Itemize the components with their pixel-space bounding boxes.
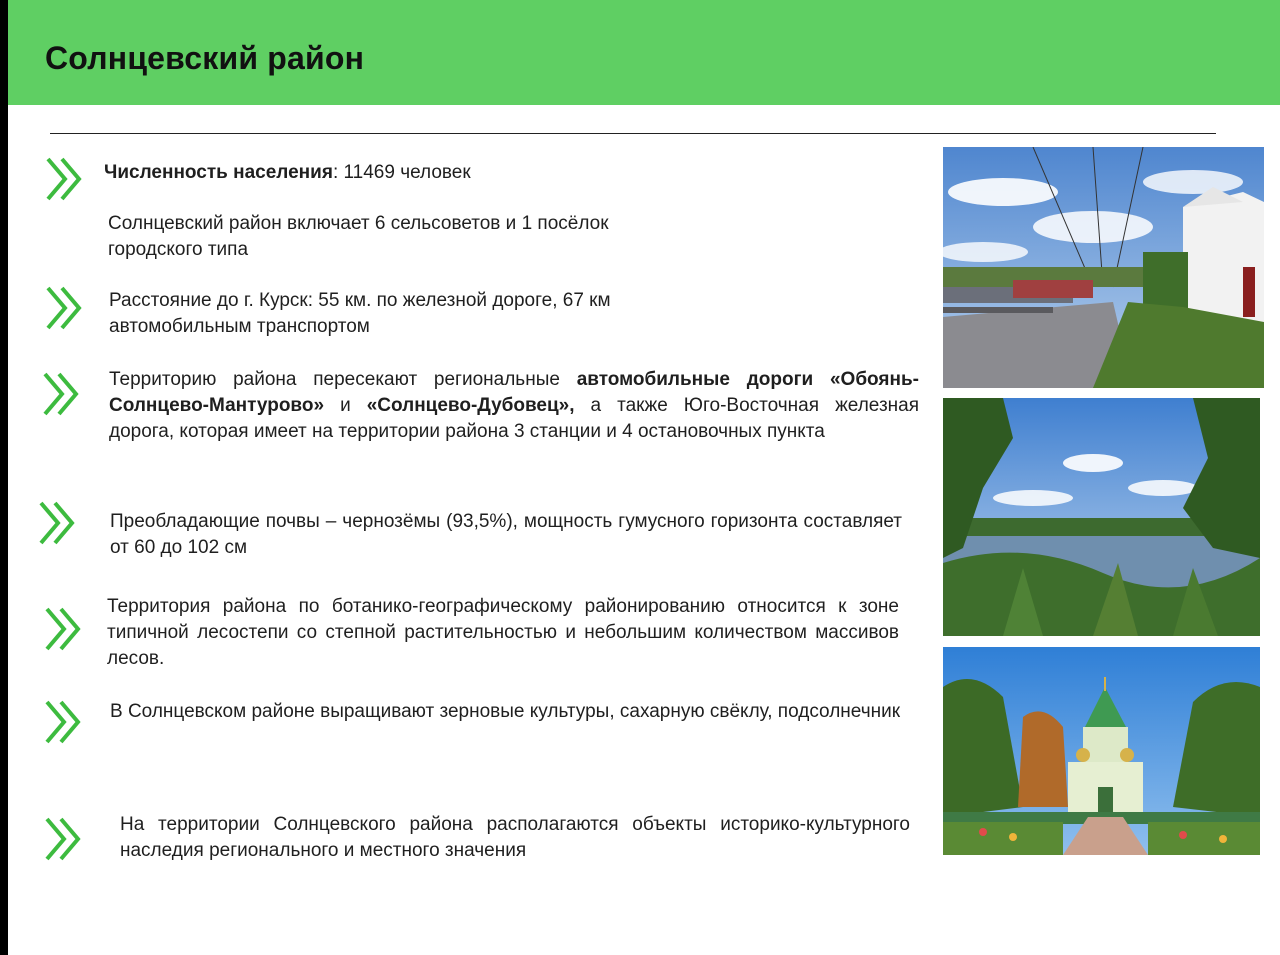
agriculture-text: В Солнцевском районе выращивают зерновые культуры, сахарную свёклу, подсолнечник — [110, 701, 901, 722]
population-text: Численность населения: 11469 человек — [104, 162, 471, 183]
heritage-text: На территории Солнцевского района располагаются объекты историко-культурного наследия регионального и местного значения — [120, 814, 910, 861]
railway-station-photo — [943, 147, 1264, 388]
header-banner — [8, 0, 1280, 105]
page-title: Солнцевский район — [45, 40, 365, 76]
chevron-double-right-icon — [42, 371, 82, 417]
chevron-double-right-icon — [45, 156, 85, 202]
left-edge-bar — [0, 0, 8, 955]
roads-text: Территорию района пересекают региональные автомобильные дороги «Обоянь-Солнцево-Мантурово» и «Солнцево-Дубовец», а также Юго-Восточная железная дорога, которая имеет на территории района 3 станции и 4 остановочных пункта — [109, 369, 920, 442]
chevron-double-right-icon — [44, 606, 84, 652]
botany-text: Территория района по ботанико-географическому районированию относится к зоне типичной лесостепи со степной растительностью и небольшим количеством массивов лесов. — [107, 596, 899, 669]
chevron-double-right-icon — [38, 500, 78, 546]
church-photo — [943, 647, 1260, 855]
chevron-double-right-icon — [45, 285, 85, 331]
distance-text: Расстояние до г. Курск: 55 км. по железной дороге, 67 км автомобильным транспортом — [109, 290, 611, 337]
district-composition-text: Солнцевский район включает 6 сельсоветов и 1 посёлок городского типа — [108, 213, 609, 260]
lake-photo — [943, 398, 1260, 636]
soils-text: Преобладающие почвы – чернозёмы (93,5%), мощность гумусного горизонта составляет от 60 до 102 см — [110, 511, 902, 558]
chevron-double-right-icon — [44, 816, 84, 862]
chevron-double-right-icon — [44, 699, 84, 745]
divider — [50, 133, 1216, 134]
